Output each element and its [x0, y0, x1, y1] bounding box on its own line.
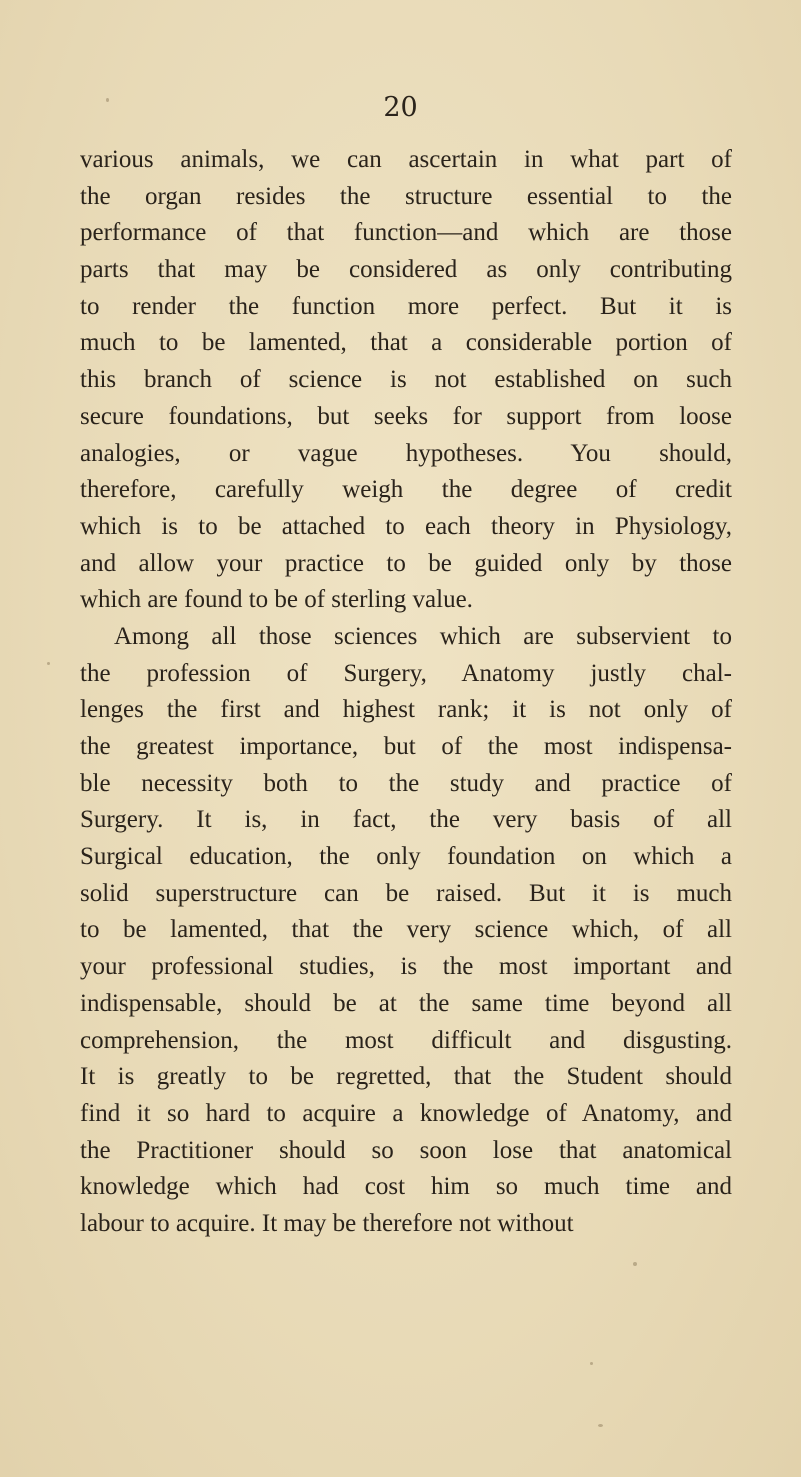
body-text: [80, 142, 732, 1243]
text-line: find it so hard to acquire a knowledge of Anatomy, and: [80, 1099, 732, 1127]
text-line: therefore, carefully weigh the degree of credit: [80, 476, 732, 504]
text-line: much to be lamented, that a considerable portion of: [80, 329, 732, 357]
text-line: which is to be attached to each theory in Physiology,: [80, 512, 732, 540]
text-line: solid superstructure can be raised. But it is much: [80, 879, 732, 907]
text-line: to be lamented, that the very science which, of all: [80, 916, 732, 944]
text-line: the Practitioner should so soon lose that anatomical: [80, 1136, 732, 1164]
text-line: indispensable, should be at the same time beyond all: [80, 989, 732, 1017]
text-line: performance of that function—and which are those: [80, 219, 732, 247]
text-line: comprehension, the most difficult and disgusting.: [80, 1026, 732, 1054]
text-line: the profession of Surgery, Anatomy justly chal-: [80, 659, 732, 687]
text-line: and allow your practice to be guided only by those: [80, 549, 732, 577]
paper-speck: [47, 662, 50, 665]
text-line: ble necessity both to the study and practice of: [80, 769, 732, 797]
paper-speck: [633, 1262, 637, 1266]
text-line: secure foundations, but seeks for support from loose: [80, 402, 732, 430]
text-line: to render the function more perfect. But it is: [80, 292, 732, 320]
text-line: It is greatly to be regretted, that the Student should: [80, 1063, 732, 1091]
text-line: this branch of science is not established on such: [80, 366, 732, 394]
text-line: the greatest importance, but of the most indispensa-: [80, 733, 732, 760]
page-number: 20: [383, 92, 418, 123]
text-line: Surgery. It is, in fact, the very basis of all: [80, 806, 732, 834]
paper-speck: [106, 98, 109, 102]
paragraph-first-line: Among all those sciences which are subservient to: [114, 622, 732, 650]
text-line: your professional studies, is the most important and: [80, 953, 732, 981]
text-line: parts that may be considered as only contributing: [80, 256, 732, 284]
text-line: the organ resides the structure essential to the: [80, 182, 732, 210]
text-line: Surgical education, the only foundation on which a: [80, 843, 732, 871]
text-line: various animals, we can ascertain in what part of: [80, 146, 732, 173]
paper-speck: [590, 1362, 593, 1365]
text-line: which are found to be of sterling value.: [80, 586, 473, 614]
text-line: analogies, or vague hypotheses. You should,: [80, 439, 732, 467]
text-line: knowledge which had cost him so much time and: [80, 1173, 732, 1201]
paper-speck: [598, 1424, 603, 1427]
text-line: labour to acquire. It may be therefore not without: [80, 1209, 574, 1237]
text-line: lenges the first and highest rank; it is not only of: [80, 696, 732, 724]
